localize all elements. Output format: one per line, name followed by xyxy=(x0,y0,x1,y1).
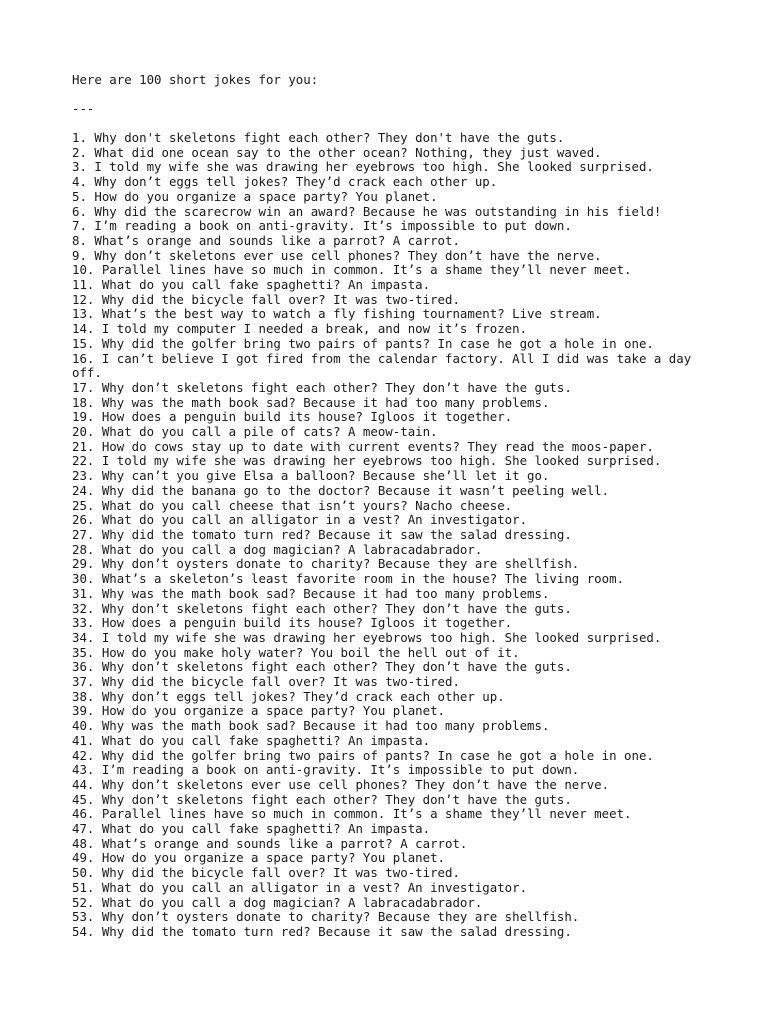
joke-item: 29. Why don’t oysters donate to charity? Because they are shellfish. xyxy=(72,556,580,572)
joke-item: 33. How does a penguin build its house? Igloos it together. xyxy=(72,615,513,631)
joke-item: 17. Why don’t skeletons fight each other? They don’t have the guts. xyxy=(72,379,572,395)
joke-item: 23. Why can’t you give Elsa a balloon? Because she’ll let it go. xyxy=(72,468,550,484)
joke-item: 42. Why did the golfer bring two pairs of pants? In case he got a hole in one. xyxy=(72,747,654,763)
joke-item: 27. Why did the tomato turn red? Because it saw the salad dressing. xyxy=(72,526,572,542)
joke-item: 52. What do you call a dog magician? A labracadabrador. xyxy=(72,894,483,910)
joke-item: 22. I told my wife she was drawing her eyebrows too high. She looked surprised. xyxy=(72,453,662,469)
joke-item: 9. Why don’t skeletons ever use cell phones? They don’t have the nerve. xyxy=(72,247,602,263)
joke-item: 53. Why don’t oysters donate to charity? Because they are shellfish. xyxy=(72,909,580,925)
joke-item: 20. What do you call a pile of cats? A meow-tain. xyxy=(72,424,438,440)
joke-item: 11. What do you call fake spaghetti? An impasta. xyxy=(72,277,431,293)
intro-text: Here are 100 short jokes for you: xyxy=(72,72,319,87)
joke-item: 46. Parallel lines have so much in common. It’s a shame they’ll never meet. xyxy=(72,806,632,822)
joke-item: 18. Why was the math book sad? Because it had too many problems. xyxy=(72,394,550,410)
joke-item: 39. How do you organize a space party? You planet. xyxy=(72,703,445,719)
joke-item: 44. Why don’t skeletons ever use cell phones? They don’t have the nerve. xyxy=(72,776,610,792)
joke-item: 47. What do you call fake spaghetti? An impasta. xyxy=(72,821,431,837)
joke-item: 37. Why did the bicycle fall over? It was two-tired. xyxy=(72,674,460,690)
joke-item: 12. Why did the bicycle fall over? It was two-tired. xyxy=(72,291,460,307)
joke-item: 15. Why did the golfer bring two pairs of pants? In case he got a hole in one. xyxy=(72,335,654,351)
joke-item: 34. I told my wife she was drawing her eyebrows too high. She looked surprised. xyxy=(72,629,662,645)
joke-item: 35. How do you make holy water? You boil the hell out of it. xyxy=(72,644,520,660)
joke-item: 38. Why don’t eggs tell jokes? They’d crack each other up. xyxy=(72,688,505,704)
jokes-list xyxy=(72,131,712,940)
joke-item: 13. What’s the best way to watch a fly fishing tournament? Live stream. xyxy=(72,306,602,322)
joke-item: 51. What do you call an alligator in a vest? An investigator. xyxy=(72,879,528,895)
joke-item: 30. What’s a skeleton’s least favorite room in the house? The living room. xyxy=(72,571,625,587)
joke-item: 54. Why did the tomato turn red? Because it saw the salad dressing. xyxy=(72,923,572,939)
joke-item: 8. What’s orange and sounds like a parrot? A carrot. xyxy=(72,232,460,248)
joke-item: 6. Why did the scarecrow win an award? Because he was outstanding in his field! xyxy=(72,203,662,219)
joke-item: 14. I told my computer I needed a break, and now it’s frozen. xyxy=(72,321,528,337)
joke-item: 45. Why don’t skeletons fight each other? They don’t have the guts. xyxy=(72,791,572,807)
joke-item: 41. What do you call fake spaghetti? An impasta. xyxy=(72,732,431,748)
joke-item: 16. I can’t believe I got fired from the calendar factory. All I did was take a day off. xyxy=(72,350,699,381)
joke-item: 19. How does a penguin build its house? Igloos it together. xyxy=(72,409,513,425)
joke-item: 40. Why was the math book sad? Because it had too many problems. xyxy=(72,718,550,734)
joke-item: 10. Parallel lines have so much in common. It’s a shame they’ll never meet. xyxy=(72,262,632,278)
joke-item: 32. Why don’t skeletons fight each other? They don’t have the guts. xyxy=(72,600,572,616)
joke-item: 5. How do you organize a space party? You planet. xyxy=(72,188,438,204)
joke-item: 2. What did one ocean say to the other ocean? Nothing, they just waved. xyxy=(72,144,602,160)
joke-item: 50. Why did the bicycle fall over? It was two-tired. xyxy=(72,865,460,881)
joke-item: 1. Why don't skeletons fight each other? They don't have the guts. xyxy=(72,130,565,145)
separator: --- xyxy=(72,101,95,116)
joke-item: 49. How do you organize a space party? You planet. xyxy=(72,850,445,866)
joke-item: 48. What’s orange and sounds like a parrot? A carrot. xyxy=(72,835,468,851)
joke-item: 28. What do you call a dog magician? A labracadabrador. xyxy=(72,541,483,557)
joke-item: 26. What do you call an alligator in a vest? An investigator. xyxy=(72,512,528,528)
joke-item: 7. I’m reading a book on anti-gravity. It’s impossible to put down. xyxy=(72,218,572,234)
joke-item: 43. I’m reading a book on anti-gravity. It’s impossible to put down. xyxy=(72,762,580,778)
joke-item: 3. I told my wife she was drawing her eyebrows too high. She looked surprised. xyxy=(72,159,654,175)
joke-item: 25. What do you call cheese that isn’t yours? Nacho cheese. xyxy=(72,497,513,513)
joke-item: 4. Why don’t eggs tell jokes? They’d crack each other up. xyxy=(72,174,498,190)
joke-item: 31. Why was the math book sad? Because it had too many problems. xyxy=(72,585,550,601)
joke-item: 21. How do cows stay up to date with current events? They read the moos-paper. xyxy=(72,438,654,454)
joke-item: 24. Why did the banana go to the doctor? Because it wasn’t peeling well. xyxy=(72,482,610,498)
joke-item: 36. Why don’t skeletons fight each other? They don’t have the guts. xyxy=(72,659,572,675)
